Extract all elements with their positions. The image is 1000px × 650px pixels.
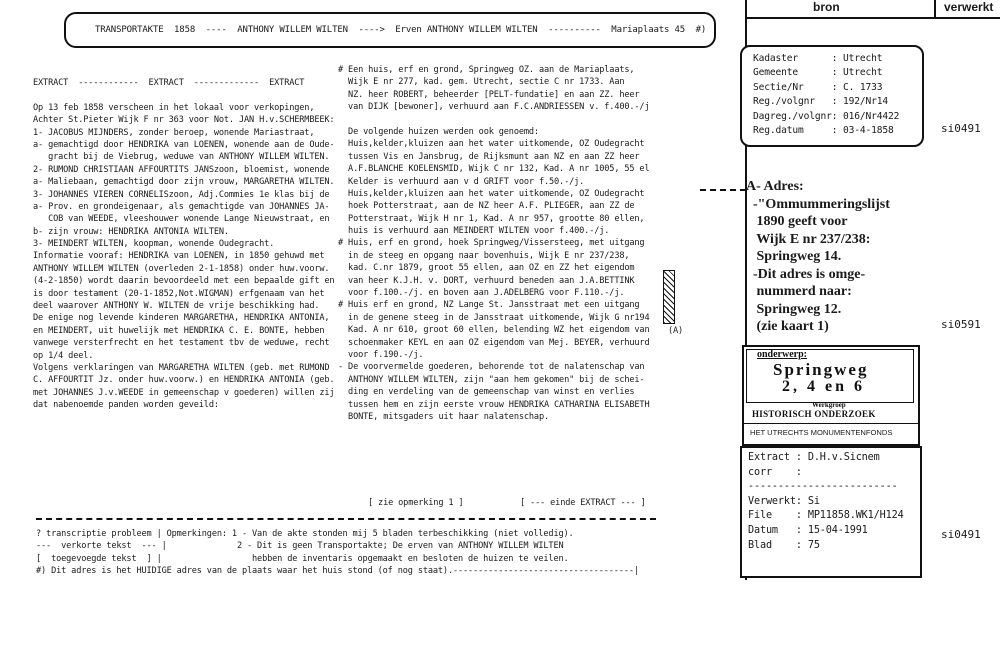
adres-line: 1890 geeft voor <box>746 214 848 229</box>
text-line: NZ. heer ROBERT, beheerder [PELT-fundatie] en aan ZZ. heer <box>338 89 640 100</box>
text-line <box>338 114 649 126</box>
text-line: Volgens verklaringen van MARGARETHA WILTEN (geb. met RUMOND <box>33 362 330 373</box>
adres-line: -Dit adres is omge- <box>746 266 866 282</box>
text-line: ding en verdeling van de gemeenschap van winst en verlies <box>338 387 635 398</box>
extract-line: Verwerkt: Si <box>748 495 820 507</box>
text-line: Kelder is verhuurd aan v d GRIFT voor f.50.-/j. <box>338 176 585 187</box>
text-line: Huis,kelder,kluizen aan het water uitkomende, OZ Oudegracht <box>338 188 645 199</box>
text-line: 3- JOHANNES VIEREN CORNELISzoon, Adj.Commies 1e klas bij de <box>33 189 330 200</box>
text-line: op 1/4 deel. <box>33 350 94 361</box>
kadaster-line: Gemeente : Utrecht <box>753 67 883 79</box>
text-line: Op 13 feb 1858 verscheen in het lokaal voor verkopingen, <box>33 102 315 113</box>
text-line: a- gemachtigd door HENDRIKA van LOENEN, wonende aan de Oude- <box>33 139 335 150</box>
text-line: gracht bij de Viebrug, weduwe van ANTHONY WILLEM WILTEN. <box>33 152 330 163</box>
extract-info <box>748 451 904 553</box>
adres-note <box>746 178 890 336</box>
column-bron: bron <box>813 0 840 14</box>
adres-line: (zie kaart 1) <box>746 319 829 334</box>
text-line: Potterstraat, Wijk H nr 1, Kad. A nr 957, grootte 80 ellen, <box>338 213 645 224</box>
text-line: hoek Potterstraat, aan de NZ heer A.F. PLIEGER, aan ZZ de <box>338 201 635 212</box>
ref-code-2: si0591 <box>941 318 981 331</box>
text-line: deel waarover ANTHONY W. WILTEN de vrije beschikking had. <box>33 301 320 312</box>
text-line: huis is verhuurd aan MEINDERT WILTEN voor f.400.-/j. <box>338 226 610 237</box>
text-line <box>33 89 334 101</box>
onderwerp-street: Springweg <box>773 360 869 379</box>
adres-line: -"Ommummeringslijst <box>746 196 890 212</box>
text-line: in de steeg en opgang naar bovenhuis, Wijk E nr 237/238, <box>338 250 630 261</box>
footer-notes <box>36 528 639 578</box>
text-line: 1- JACOBUS MIJNDERS, zonder beroep, wonende Mariastraat, <box>33 127 315 138</box>
column-head-divider <box>934 0 936 17</box>
text-line: # Huis, erf en grond, hoek Springweg/Vissersteeg, met uitgang <box>338 238 645 249</box>
text-line: voor f.100.-/j. en boven aan J.ADELBERG voor F.110.-/j. <box>338 288 625 299</box>
text-line: van heer K.J.H. v. DORT, verhuurd beneden aan J.A.BETTINK <box>338 275 635 286</box>
text-line: voor f.190.-/j. <box>338 349 424 360</box>
ref-code-3: si0491 <box>941 528 981 541</box>
arrow-dash <box>700 189 746 191</box>
kadaster-line: Kadaster : Utrecht <box>753 53 883 64</box>
hatch-marker <box>663 270 675 324</box>
text-line: 3- MEINDERT WILTEN, koopman, wonende Oudegracht. <box>33 239 275 250</box>
extract-line: Extract : D.H.v.Sicnem <box>748 452 880 463</box>
werkgroep-label: Werkgroep <box>812 401 846 409</box>
kadaster-line: Reg./volgnr : 192/Nr14 <box>753 96 889 108</box>
footer-line: ? transcriptie probleem | Opmerkingen: 1 - Van de akte stonden mij 5 bladen terbeschikking (niet volledig). <box>36 529 574 539</box>
extract-line: Datum : 15-04-1991 <box>748 524 868 536</box>
text-line: Kad. A nr 610, groot 60 ellen, belending WZ het eigendom van <box>338 325 650 336</box>
text-line: kad. C.nr 1879, groot 55 ellen, aan OZ en ZZ het eigendom <box>338 263 635 274</box>
text-line: De volgende huizen werden ook genoemd: <box>338 126 539 137</box>
extract-line: File : MP11858.WK1/H124 <box>748 510 904 522</box>
text-line: van DIJK [bewoner], verhuurd aan F.C.ANDRIESSEN v. f.400.-/j <box>338 102 650 113</box>
kadaster-line: Reg.datum : 03-4-1858 <box>753 124 894 136</box>
adres-line: Wijk E nr 237/238: <box>746 231 871 247</box>
text-line: 2- RUMOND CHRISTIAAN AFFOURTITS JANSzoon, bloemist, wonende <box>33 164 330 175</box>
text-line: en MEINDERT, uit huwelijk met HENDRIKA C. E. BONTE, hebben <box>33 325 325 336</box>
text-line: vanwege versterfrecht en het testament tbv de weduwe, recht <box>33 338 330 349</box>
text-line: a- Prov. en grondeigenaar, als gemachtigde van JOHANNES JA- <box>33 201 330 212</box>
text-line: is door testament (20-1-1852,Not.WIGMAN) erfgenaam van het <box>33 288 325 299</box>
text-line: in de genene steeg in de Jansstraat uitkomende, Wijk G nr194 <box>338 312 650 323</box>
text-line: Informatie vooraf: HENDRIKA van LOENEN, in 1850 gehuwd met <box>33 251 325 262</box>
document-title: TRANSPORTAKTE 1858 ---- ANTHONY WILLEM WILTEN ----> Erven ANTHONY WILLEM WILTEN ---------- Mariaplaats 45 #) <box>95 25 707 35</box>
text-line: BONTE, mitsgaders uit haar nalatenschap. <box>338 411 550 422</box>
onderwerp-label: onderwerp: <box>757 349 807 360</box>
text-line: C. AFFOURTIT Jz. onder huw.voorw.) en HENDRIKA ANTONIA (geb. <box>33 375 335 386</box>
text-line: b- zijn vrouw: HENDRIKA ANTONIA WILTEN. <box>33 226 229 237</box>
text-line: # Huis erf en grond, NZ Lange St. Jansstraat met een uitgang <box>338 300 640 311</box>
kadaster-line: Dagreg./volgnr: 016/Nr4422 <box>753 110 900 122</box>
hatch-label: (A) <box>668 326 684 336</box>
extract-middle-column <box>338 64 649 423</box>
extract-line: corr : <box>748 466 802 478</box>
onderwerp-numbers: 2, 4 en 6 <box>782 378 865 395</box>
text-line: dat nabenoemde panden worden geveild: <box>33 400 219 411</box>
adres-line: nummerd naar: <box>746 284 852 299</box>
text-line: Wijk E nr 277, kad. gem. Utrecht, sectie C nr 1733. Aan <box>338 77 625 88</box>
text-line: (4-2-1850) wordt daarin bevoordeeld met een bepaalde gift en <box>33 276 335 287</box>
text-line: met JOHANNES J.v.WEEDE in gemeenschap v goederen) willen zij <box>33 387 335 398</box>
text-line: ANTHONY WILLEM WILTEN (overleden 2-1-1858) onder huw.voorw. <box>33 263 330 274</box>
extract-line: ------------------------- <box>748 481 898 493</box>
adres-line: Springweg 12. <box>746 301 842 317</box>
footer-line: [ toegevoegde tekst ] | hebben de inventaris opgemaakt en besloten de huizen te veilen. <box>36 553 569 564</box>
text-line: A.F.BLANCHE KOELENSMID, Wijk C nr 132, Kad. A nr 1005, 55 el <box>338 164 650 175</box>
historisch-onderzoek: HISTORISCH ONDERZOEK <box>752 409 876 419</box>
end-extract-marker: [ --- einde EXTRACT --- ] <box>520 498 646 508</box>
onderwerp-rule <box>742 423 920 424</box>
adres-line: A- Adres: <box>746 179 804 194</box>
extract-left-column <box>33 77 334 412</box>
extract-line: Blad : 75 <box>748 539 820 551</box>
column-head-rule <box>745 17 1000 19</box>
see-note-marker: [ zie opmerking 1 ] <box>368 498 464 508</box>
column-verwerkt: verwerkt <box>944 0 994 14</box>
kadaster-line: Sectie/Nr : C. 1733 <box>753 81 883 93</box>
text-line: a- Maliebaan, gemachtigd door zijn vrouw, MARGARETHA WILTEN. <box>33 177 335 188</box>
ref-code-1: si0491 <box>941 122 981 135</box>
text-line: tussen hem en zijn eerste vrouw HENDRIKA CATHARINA ELISABETH <box>338 399 650 410</box>
text-line: Achter St.Pieter Wijk F nr 363 voor Not. JAN H.v.SCHERMBEEK: <box>33 115 335 126</box>
text-line: Huis,kelder,kluizen aan het water uitkomende, OZ Oudegracht <box>338 139 645 150</box>
footer-line: --- verkorte tekst --- | 2 - Dit is geen Transportakte; De erven van ANTHONY WILLEM WILTEN <box>36 541 564 552</box>
text-line: EXTRACT ------------ EXTRACT ------------- EXTRACT <box>33 78 305 88</box>
text-line: - De voorvermelde goederen, behorende tot de nalatenschap van <box>338 362 645 373</box>
text-line: schoenmaker KEYL en aan OZ eigendom van Mej. BEYER, verhuurd <box>338 337 650 348</box>
text-line: COB van WEEDE, vleeshouwer wonende Lange Nieuwstraat, en <box>33 214 330 225</box>
footer-line: #) Dit adres is het HUIDIGE adres van de plaats waar het huis stond (of nog staat).------------------------------------| <box>36 566 639 577</box>
footer-separator <box>36 518 656 520</box>
text-line: tussen Vis en Jansbrug, de Rijksmunt aan NZ en aan ZZ heer <box>338 151 640 162</box>
text-line: ANTHONY WILLEM WILTEN, zijn "aan hem gekomen" bij de schei- <box>338 374 645 385</box>
text-line: De enige nog levende kinderen MARGARETHA, HENDRIKA ANTONIA, <box>33 313 330 324</box>
text-line: # Een huis, erf en grond, Springweg OZ. aan de Mariaplaats, <box>338 65 635 75</box>
kadaster-info <box>753 53 899 139</box>
adres-line: Springweg 14. <box>746 249 842 264</box>
monumentenfonds: HET UTRECHTS MONUMENTENFONDS <box>750 428 893 437</box>
